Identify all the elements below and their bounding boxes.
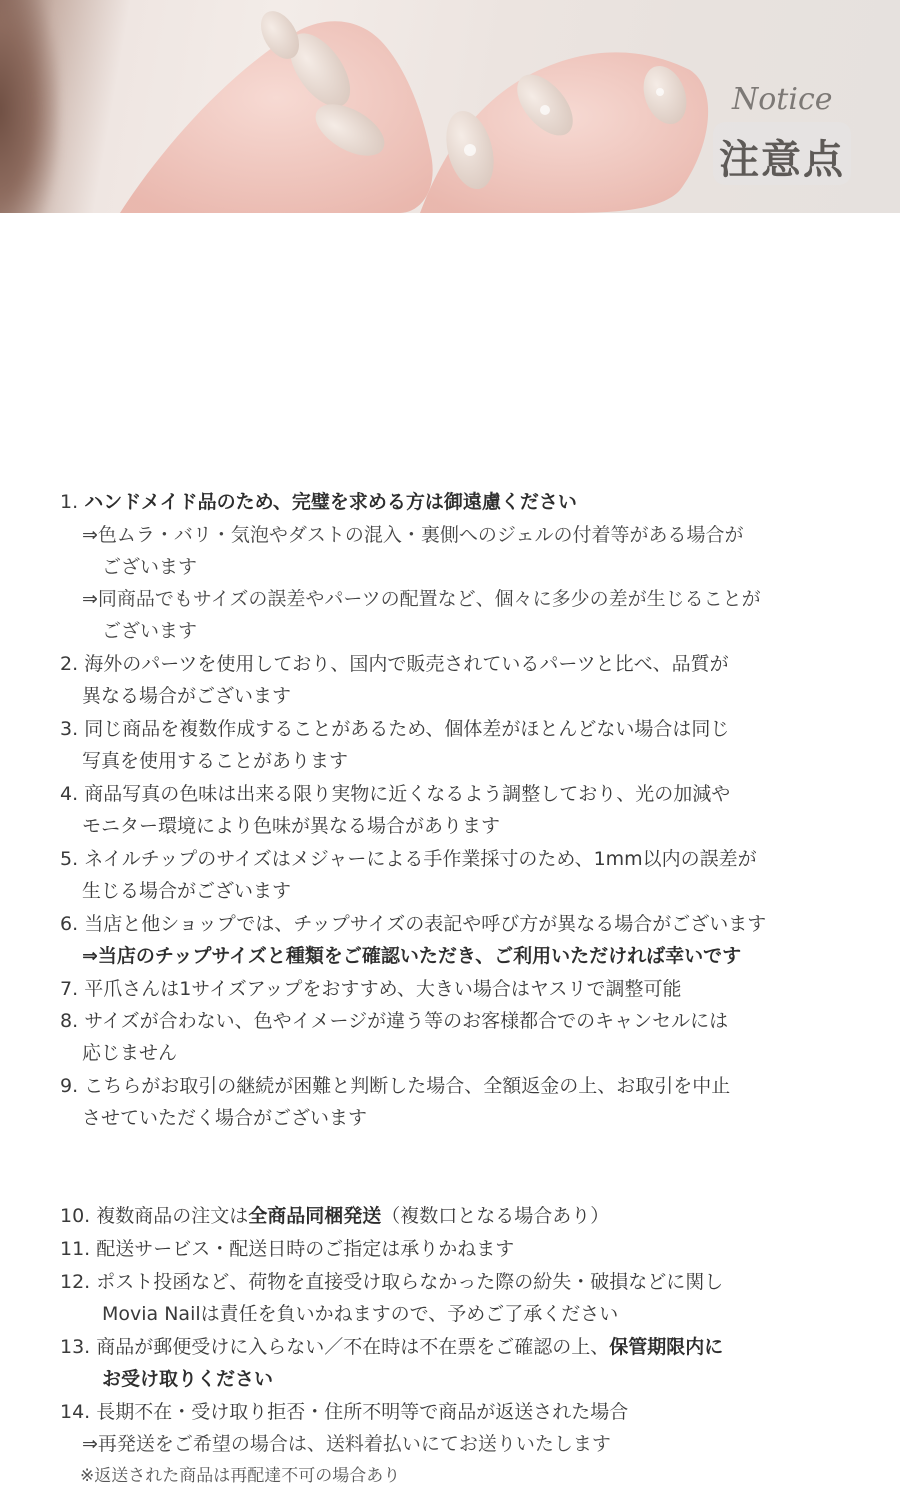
footnote: ※返送された商品は再配達不可の場合あり: [80, 1466, 401, 1486]
list-item-continuation: 異なる場合がございます: [82, 685, 292, 707]
list-item: 2. 海外のパーツを使用しており、国内で販売されているパーツと比べ、品質が: [60, 653, 729, 675]
notice-script-label: Notice: [732, 82, 833, 117]
list-item: 13. 商品が郵便受けに入らない／不在時は不在票をご確認の上、保管期限内に: [60, 1336, 724, 1358]
list-item: 11. 配送サービス・配送日時のご指定は承りかねます: [60, 1238, 515, 1260]
list-item: 14. 長期不在・受け取り拒否・住所不明等で商品が返送された場合: [60, 1401, 629, 1423]
list-item-continuation: 写真を使用することがあります: [82, 750, 349, 772]
list-item-emphasis: お受け取りください: [102, 1368, 274, 1390]
list-item: 6. 当店と他ショップでは、チップサイズの表記や呼び方が異なる場合がございます: [60, 913, 767, 935]
list-item: 9. こちらがお取引の継続が困難と判断した場合、全額返金の上、お取引を中止: [60, 1075, 731, 1097]
list-item-heading: ハンドメイド品のため、完璧を求める方は御遠慮ください: [84, 491, 577, 513]
list-item-continuation: Movia Nailは責任を負いかねますので、予めご了承ください: [102, 1303, 619, 1325]
list-item-detail: ございます: [102, 556, 198, 578]
list-item-detail: ⇒再発送をご希望の場合は、送料着払いにてお送りいたします: [82, 1433, 611, 1455]
list-item: 8. サイズが合わない、色やイメージが違う等のお客様都合でのキャンセルには: [60, 1010, 729, 1032]
list-item: 7. 平爪さんは1サイズアップをおすすめ、大きい場合はヤスリで調整可能: [60, 978, 682, 1000]
list-item: 10. 複数商品の注文は全商品同梱発送（複数口となる場合あり）: [60, 1205, 610, 1227]
list-item: 3. 同じ商品を複数作成することがあるため、個体差がほとんどない場合は同じ: [60, 718, 730, 740]
list-item-continuation: 生じる場合がございます: [82, 880, 292, 902]
list-item-detail: ございます: [102, 620, 198, 642]
list-item-continuation: させていただく場合がございます: [82, 1107, 368, 1129]
list-item: 12. ポスト投函など、荷物を直接受け取らなかった際の紛失・破損などに関し: [60, 1271, 724, 1293]
list-item-detail: ⇒同商品でもサイズの誤差やパーツの配置など、個々に多少の差が生じることが: [82, 588, 761, 610]
list-item: 1. ハンドメイド品のため、完璧を求める方は御遠慮ください: [60, 491, 577, 513]
list-item: 5. ネイルチップのサイズはメジャーによる手作業採寸のため、1mm以内の誤差が: [60, 848, 757, 870]
list-item-emphasis: ⇒当店のチップサイズと種類をご確認いただき、ご利用いただければ幸いです: [82, 945, 742, 967]
list-item-continuation: 応じません: [82, 1042, 178, 1064]
page-title: 注意点: [719, 137, 845, 183]
header-banner: [0, 0, 900, 213]
list-item-continuation: モニター環境により色味が異なる場合があります: [82, 815, 501, 837]
list-item-detail: ⇒色ムラ・バリ・気泡やダストの混入・裏側へのジェルの付着等がある場合が: [82, 524, 744, 546]
list-item: 4. 商品写真の色味は出来る限り実物に近くなるよう調整しており、光の加減や: [60, 783, 731, 805]
